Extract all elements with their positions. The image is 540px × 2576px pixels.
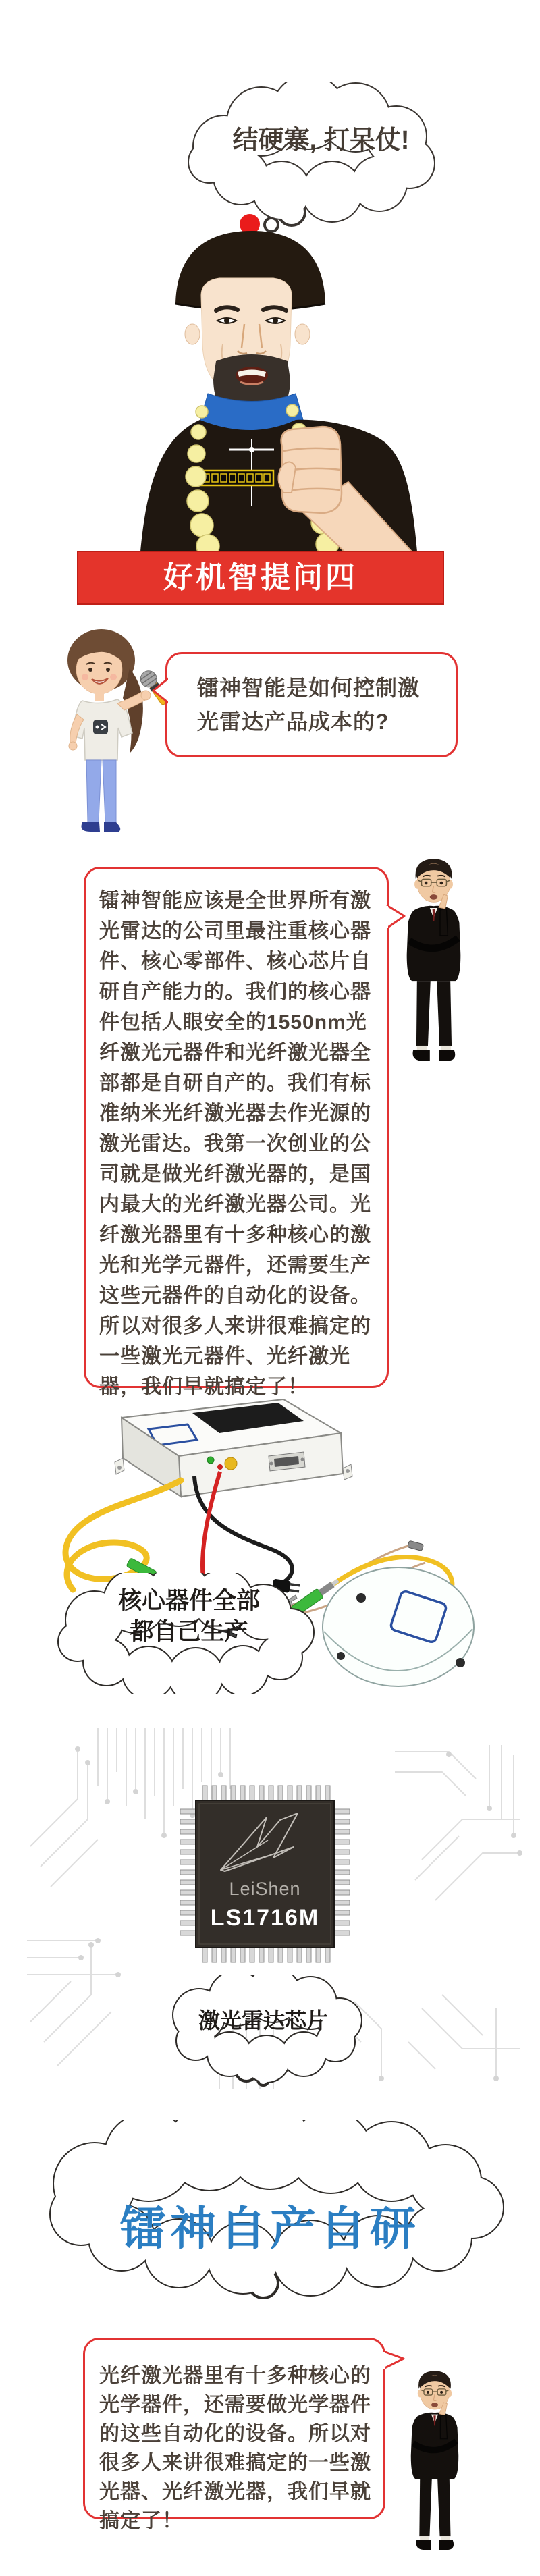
answer-2-text: 光纤激光器里有十多种核心的光学器件，还需要做光学器件的这些自动化的设备。所以对很多人来讲很难搞定的一些激光器、光纤激光器，我们早就搞定了！ <box>99 2365 371 2532</box>
slogan-text: 镭神自产自研 <box>119 2203 420 2255</box>
qing-official-illustration <box>122 209 432 552</box>
answer-bubble-2-tail <box>381 2349 406 2371</box>
answer-1-text: 镭神智能应该是全世界所有激光雷达的公司里最注重核心器件、核心零部件、核心芯片自研自产能力的。我们的核心器件包括人眼安全的1550nm光纤激光元器件和光纤激光器全部都是自研自产的。我们有标准纳米光纤激光器去作光源的激光雷达。我第一次创业的公司就是做光纤激光器的，是国内最大的光纤激光器公司。光纤激光器里有十多种核心的激光和光学元器件，还需要生产这些元器件的自动化的设备。所以对很多人来讲很难搞定的一些激光元器件、光纤激光器，我们早就搞定了！ <box>99 890 371 1398</box>
led-icon <box>207 1457 214 1464</box>
tail-mask <box>168 676 175 705</box>
tail-mask <box>382 906 388 928</box>
production-cloud-line1: 核心器件全部 <box>117 1588 260 1614</box>
chip-model-text: LS1716M <box>210 1905 320 1931</box>
ceo-figure-1 <box>402 859 466 1070</box>
top-bubble-text: 结硬寨, 打呆仗! <box>232 126 410 155</box>
tail-mask <box>379 2352 385 2369</box>
section-banner: 好机智提问四 <box>77 551 444 605</box>
chip-cloud-text: 激光雷达芯片 <box>198 2008 328 2033</box>
lidar-disc <box>323 1567 474 1686</box>
girl-reporter-illustration <box>62 628 177 842</box>
sma-connector <box>225 1457 237 1470</box>
ceo-figure-2 <box>406 2371 463 2558</box>
chip-brand-text: LeiShen <box>229 1879 301 1899</box>
lidar-chip-illustration <box>172 1775 368 1978</box>
production-cloud-line2: 都自己生产 <box>130 1619 248 1645</box>
laser-module-box <box>115 1399 352 1497</box>
question-text: 镭神智能是如何控制激光雷达产品成本的? <box>197 676 421 734</box>
